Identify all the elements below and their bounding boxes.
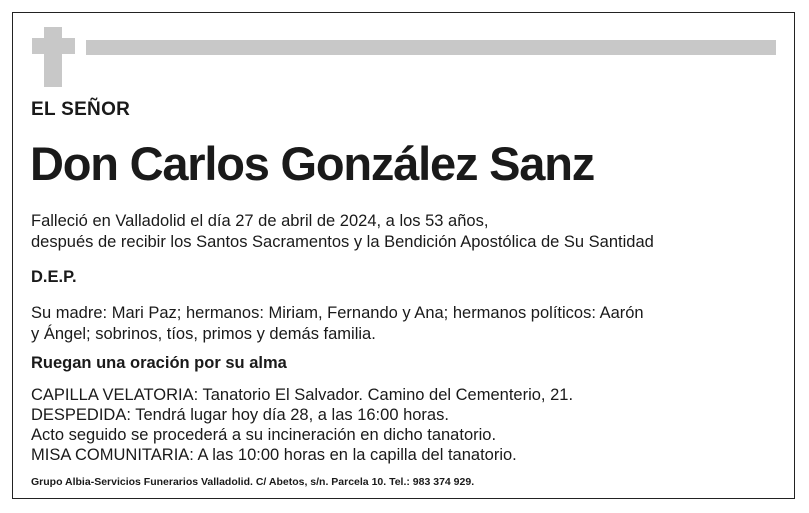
family-line-2: y Ángel; sobrinos, tíos, primos y demás familia.: [31, 325, 376, 343]
detail-mass: MISA COMUNITARIA: A las 10:00 horas en la capilla del tanatorio.: [31, 446, 517, 464]
intro-line-2: después de recibir los Santos Sacramentos y la Bendición Apostólica de Su Santidad: [31, 233, 654, 251]
cross-icon: [44, 27, 62, 87]
header-rule: [86, 40, 776, 55]
detail-chapel: CAPILLA VELATORIA: Tanatorio El Salvador. Camino del Cementerio, 21.: [31, 386, 574, 404]
funeral-home-footer: Grupo Albia-Servicios Funerarios Valladolid. C/ Abetos, s/n. Parcela 10. Tel.: 983 374 929.: [31, 476, 475, 488]
deceased-name: Don Carlos González Sanz: [30, 137, 595, 190]
prayer-request: Ruegan una oración por su alma: [31, 354, 287, 372]
intro-line-1: Falleció en Valladolid el día 27 de abril de 2024, a los 53 años,: [31, 212, 489, 230]
detail-farewell: DESPEDIDA: Tendrá lugar hoy día 28, a las 16:00 horas.: [31, 406, 449, 424]
detail-cremation: Acto seguido se procederá a su incineración en dicho tanatorio.: [31, 426, 497, 444]
cross-icon-arm: [32, 38, 75, 54]
honorific-title: EL SEÑOR: [31, 99, 131, 120]
family-line-1: Su madre: Mari Paz; hermanos: Miriam, Fernando y Ana; hermanos políticos: Aarón: [31, 304, 644, 322]
dep-label: D.E.P.: [31, 268, 77, 286]
